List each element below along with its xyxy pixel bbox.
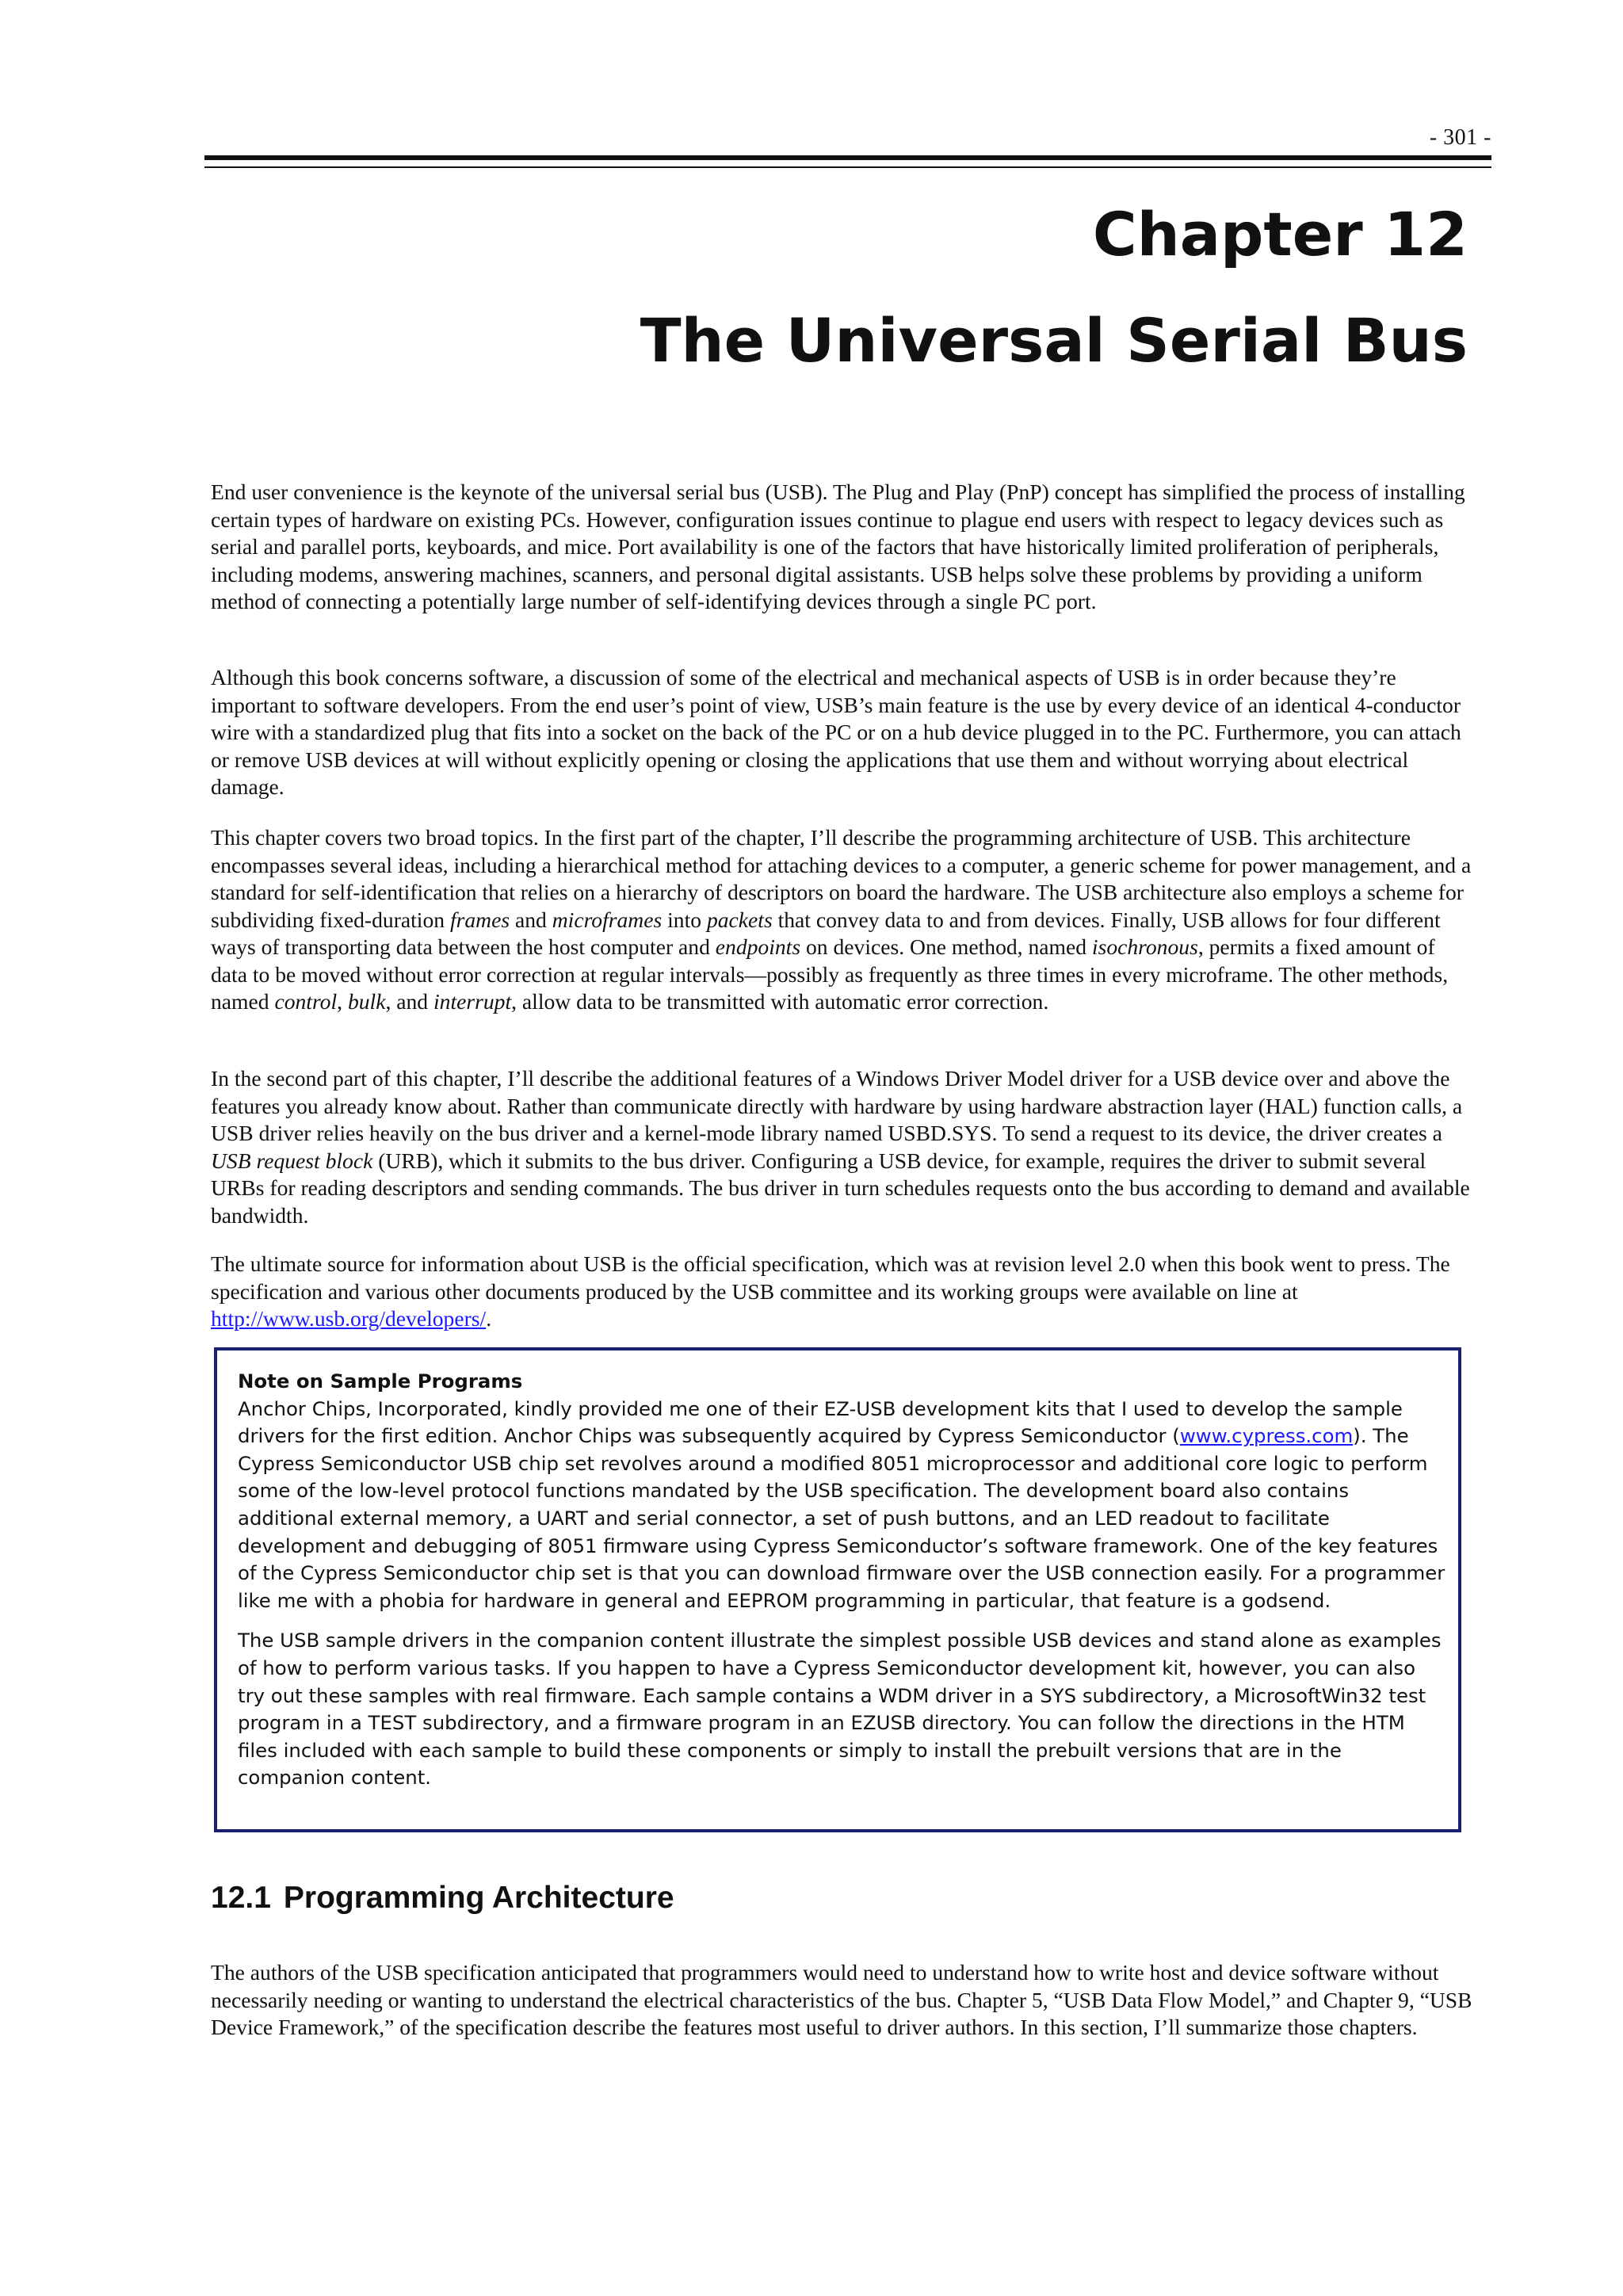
text-run: , and bbox=[385, 989, 433, 1014]
intro-paragraph-5 bbox=[211, 1251, 1474, 1333]
intro-paragraph-3 bbox=[211, 824, 1474, 1016]
cypress-link[interactable]: www.cypress.com bbox=[1179, 1424, 1354, 1448]
term-packets: packets bbox=[706, 907, 773, 932]
intro-paragraph-2: Although this book concerns software, a discussion of some of the electrical and mechanical aspects of USB is in order because they’re important to software developers. From the end user’s point of view, USB’s main feature is the use by every device of an identical 4-conductor wire with a standardized plug that fits into a socket on the back of the PC or on a hub device plugged in to the PC. Furthermore, you can attach or remove USB devices at will without explicitly opening or closing the applications that use them and without worrying about electrical damage. bbox=[211, 665, 1461, 799]
term-control: control bbox=[274, 989, 338, 1014]
note-paragraph-1 bbox=[238, 1396, 1445, 1615]
header-rule-thick bbox=[204, 155, 1491, 160]
term-interrupt: interrupt bbox=[433, 989, 512, 1014]
intro-paragraph-1: End user convenience is the keynote of the universal serial bus (USB). The Plug and Play (PnP) concept has simplified the process of installing certain types of hardware on existing PCs. However, configuration issues continue to plague end users with respect to legacy devices such as serial and parallel ports, keyboards, and mice. Port availability is one of the factors that have historically limited proliferation of peripherals, including modems, answering machines, scanners, and personal digital assistants. USB helps solve these problems by providing a uniform method of connecting a potentially large number of self-identifying devices through a single PC port. bbox=[211, 479, 1465, 613]
term-usb-request-block: USB request block bbox=[211, 1148, 373, 1173]
text-run: This chapter covers two broad topics. In the first part of the chapter, I’ll describe the programming architecture of USB. This architecture encompasses several ideas, including a hierarchical method for attaching devices to a computer, a generic scheme for power management, and a standard for self-identification that relies on a hierarchy of descriptors on board the hardware. The USB architecture also employs a scheme for subdividing fixed-duration bbox=[211, 825, 1472, 932]
text-run: into bbox=[662, 907, 707, 932]
note-title: Note on Sample Programs bbox=[238, 1370, 523, 1392]
section-number: 12.1 bbox=[211, 1881, 271, 1915]
term-endpoints: endpoints bbox=[715, 934, 801, 959]
note-box bbox=[214, 1347, 1461, 1832]
header-rule-thin bbox=[204, 166, 1491, 168]
text-run: (URB), which it submits to the bus driver. Configuring a USB device, for example, requires the driver to submit several URBs for reading descriptors and sending commands. The bus driver in turn schedules requests onto the bus according to demand and available bandwidth. bbox=[211, 1148, 1470, 1228]
text-run: Anchor Chips, Incorporated, kindly provided me one of their EZ-USB development kits that I used to develop the sample drivers for the first edition. Anchor Chips was subsequently acquired by Cypress Semiconductor ( bbox=[238, 1396, 1403, 1448]
text-run: , bbox=[337, 989, 348, 1014]
usb-developers-link[interactable]: http://www.usb.org/developers/ bbox=[211, 1306, 487, 1331]
section-title: Programming Architecture bbox=[283, 1881, 674, 1915]
chapter-title: The Universal Serial Bus bbox=[640, 305, 1468, 376]
text-run: and bbox=[510, 907, 552, 932]
text-run: . bbox=[486, 1306, 492, 1331]
text-run: that convey data to and from devices. Finally, USB allows for four different ways of transporting data between the host computer and bbox=[211, 907, 1441, 959]
term-isochronous: isochronous bbox=[1091, 934, 1198, 959]
text-run: The ultimate source for information about USB is the official specification, which was at revision level 2.0 when this book went to press. The specification and various other documents produced by the USB committee and its working groups were available on line at bbox=[211, 1251, 1450, 1304]
term-bulk: bulk bbox=[347, 989, 386, 1014]
section-heading bbox=[211, 1878, 674, 1918]
text-run: , permits a fixed amount of data to be moved without error correction at regular intervals—possibly as frequently as three times in every microframe. The other methods, named bbox=[211, 934, 1449, 1014]
text-run: In the second part of this chapter, I’ll describe the additional features of a Windows Driver Model driver for a USB device over and above the features you already know about. Rather than communicate directly with hardware by using hardware abstraction layer (HAL) function calls, a USB driver relies heavily on the bus driver and a kernel-mode library named USBD.SYS. To send a request to its device, the driver creates a bbox=[211, 1066, 1463, 1145]
section-paragraph-1: The authors of the USB specification anticipated that programmers would need to understand how to write host and device software without necessarily needing or wanting to understand the electrical characteristics of the bus. Chapter 5, “USB Data Flow Model,” and Chapter 9, “USB Device Framework,” of the specification describe the features most useful to driver authors. In this section, I’ll summarize those chapters. bbox=[211, 1960, 1472, 2039]
text-run: ). The Cypress Semiconductor USB chip set revolves around a modified 8051 microprocessor and additional core logic to perform some of the low-level protocol functions mandated by the USB specification. The development board also contains additional external memory, a UART and serial connector, a set of push buttons, and an LED readout to facilitate development and debugging of 8051 firmware using Cypress Semiconductor’s software framework. One of the key features of the Cypress Semiconductor chip set is that you can download firmware over the USB connection easily. For a programmer like me with a phobia for hardware in general and EEPROM programming in particular, that feature is a godsend. bbox=[238, 1424, 1445, 1612]
note-paragraph-2: The USB sample drivers in the companion content illustrate the simplest possible USB devices and stand alone as examples of how to perform various tasks. If you happen to have a Cypress Semiconductor development kit, however, you can also try out these samples with real firmware. Each sample contains a WDM driver in a SYS subdirectory, a MicrosoftWin32 test program in a TEST subdirectory, and a firmware program in an EZUSB directory. You can follow the directions in the HTM files included with each sample to build these components or simply to install the prebuilt versions that are in the companion content. bbox=[238, 1629, 1442, 1790]
note-content bbox=[238, 1368, 1445, 1792]
text-run: , allow data to be transmitted with automatic error correction. bbox=[511, 989, 1049, 1014]
term-frames: frames bbox=[449, 907, 510, 932]
chapter-number: Chapter 12 bbox=[1092, 199, 1468, 269]
term-microframes: microframes bbox=[552, 907, 663, 932]
page-number: - 301 - bbox=[1429, 125, 1491, 150]
text-run: on devices. One method, named bbox=[800, 934, 1092, 959]
intro-paragraph-4 bbox=[211, 1065, 1474, 1229]
